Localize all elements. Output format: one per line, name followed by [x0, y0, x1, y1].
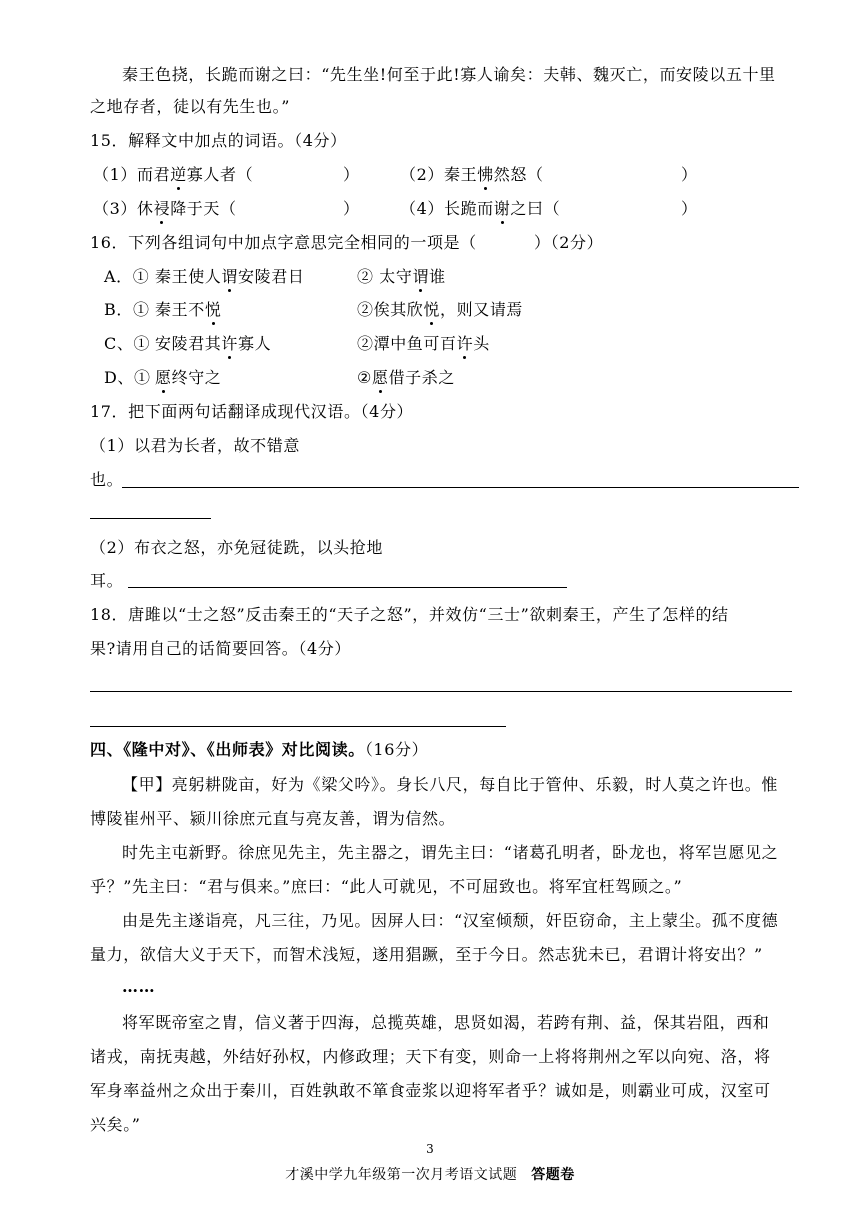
dotted-char: 谢: [493, 199, 511, 218]
footer-tag: 答题卷: [531, 1167, 575, 1183]
ellipsis: ……: [122, 977, 156, 996]
dotted-char: 许: [456, 334, 474, 353]
dotted-char: 许: [221, 334, 239, 353]
dotted-char: 怫: [477, 165, 494, 184]
footer-title: 才溪中学九年级第一次月考语文试题: [285, 1167, 518, 1183]
q15-item-3-close: ）: [343, 199, 360, 218]
passage-line: 由是先主遂诣亮，凡三往，乃见。因屏人曰：“汉室倾颓，奸臣窃命，主上蒙尘。孤不度德: [122, 911, 779, 930]
dotted-char: 谓: [412, 267, 430, 286]
passage-line: 时先主屯新野。徐庶见先主，先主器之，谓先主曰：“诸葛孔明者，卧龙也，将军岂愿见之: [122, 843, 779, 862]
passage-line: 乎？”先主曰：“君与俱来。”庶曰：“此人可就见，不可屈致也。将军宜枉驾顾之。”: [90, 877, 683, 896]
q16-option-d-label: D、①: [104, 368, 151, 387]
q16-option-a-1: 秦王使人谓安陵君日: [155, 267, 305, 286]
answer-line: [128, 587, 567, 588]
section-score: （16分）: [364, 740, 429, 759]
passage-line: 之地存者，徒以有先生也。”: [90, 97, 290, 116]
answer-line: [90, 518, 211, 519]
q16-option-c-1: 安陵君其许寡人: [155, 334, 272, 353]
dotted-char: 悦: [423, 300, 441, 319]
answer-line: [122, 487, 799, 488]
q17-sentence-1-end: 也。: [90, 470, 124, 489]
q15-item-2-close: ）: [681, 165, 698, 184]
dotted-char: 愿: [371, 368, 389, 387]
q16-option-b-label: B．①: [104, 300, 150, 319]
passage-line: 博陵崔州平、颍川徐庶元直与亮友善，谓为信然。: [90, 809, 456, 828]
passage-line: 兴矣。”: [90, 1115, 141, 1134]
dotted-char: 祲: [153, 199, 171, 218]
dotted-char: 逆: [170, 165, 187, 184]
passage-line: 诸戎，南抚夷越，外结好孙权，内修政理；天下有变，则命一上将将荆州之军以向宛、洛，将: [90, 1047, 771, 1066]
passage-line: 秦王色挠，长跪而谢之曰：“先生坐!何至于此!寡人谕矣：夫韩、魏灭亡，而安陵以五十里: [122, 65, 776, 84]
q16-option-d-1: 愿终守之: [155, 368, 222, 387]
section-heading: [90, 740, 805, 760]
question-16-stem: 16．下列各组词句中加点字意思完全相同的一项是（: [90, 233, 477, 252]
q15-item-4: （4）长跪而谢之曰（: [400, 199, 561, 218]
q16-option-b-1: 秦王不悦: [155, 300, 222, 319]
passage-line: 军身率益州之众出于秦川，百姓孰敢不箪食壶浆以迎将军者乎？诚如是，则霸业可成，汉室可: [90, 1081, 771, 1100]
q16-option-b-2: ②俟其欣悦，则又请焉: [357, 300, 524, 319]
question-15-stem: 15．解释文中加点的词语。（4分）: [90, 131, 347, 150]
answer-line: [90, 691, 792, 692]
q16-option-a-label: A．①: [104, 267, 150, 286]
q15-item-2: （2）秦王怫然怒（: [400, 165, 544, 184]
answer-line: [90, 726, 506, 727]
passage-line: 量力，欲信大义于天下，而智术浅短，遂用猖蹶，至于今日。然志犹未已，君谓计将安出？”: [90, 945, 763, 964]
page-number: 3: [426, 1142, 434, 1156]
dotted-char: 悦: [204, 300, 222, 319]
section-title: 四、《隆中对》、《出师表》对比阅读。: [90, 740, 365, 759]
passage-line: 【甲】亮躬耕陇亩，好为《梁父吟》。身长八尺，每自比于管仲、乐毅，时人莫之许也。惟: [122, 775, 779, 794]
q16-option-c-label: C、①: [104, 334, 151, 353]
question-16-stem-close: ）（2分）: [534, 233, 604, 252]
dotted-char: 愿: [155, 368, 172, 387]
q15-item-1: （1）而君逆寡人者（: [93, 165, 254, 184]
q16-option-c-2: ②潭中鱼可百许头: [357, 334, 490, 353]
question-17-stem: 17．把下面两句话翻译成现代汉语。（4分）: [90, 402, 414, 421]
passage-line: 将军既帝室之胄，信义著于四海，总揽英雄，思贤如渴，若跨有荆、益，保其岩阻，西和: [122, 1013, 770, 1032]
q17-sentence-2: （2）布衣之怒，亦免冠徒跣，以头抢地: [90, 538, 383, 557]
page-footer: [0, 1166, 860, 1184]
question-18-stem: 18．唐雎以“士之怒”反击秦王的“天子之怒”，并效仿“三士”欲刺秦王，产生了怎样的结: [90, 605, 729, 624]
q17-sentence-1: （1）以君为长者，故不错意: [90, 436, 300, 455]
dotted-char: 谓: [221, 267, 239, 286]
q16-option-a-2: ② 太守谓谁: [357, 267, 446, 286]
q15-item-1-close: ）: [343, 165, 360, 184]
q16-option-d-2: ②愿借子杀之: [357, 368, 455, 387]
q15-item-4-close: ）: [681, 199, 698, 218]
question-18-stem-cont: 果?请用自己的话简要回答。（4分）: [90, 639, 351, 658]
q17-sentence-2-end: 耳。: [90, 571, 124, 590]
q15-item-3: （3）休祲降于天（: [93, 199, 237, 218]
